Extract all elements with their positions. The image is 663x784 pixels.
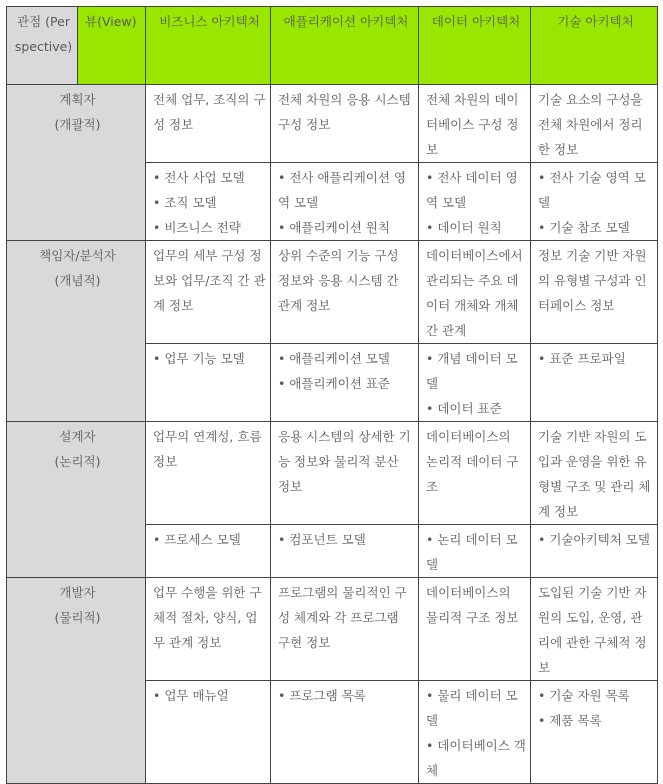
list-item: • 전사 기술 영역 모델 [538, 170, 646, 210]
model-list-cell-technology [531, 163, 658, 241]
perspective-label: 책임자/분석자 [39, 248, 116, 263]
perspective-level: (물리적) [54, 610, 101, 625]
model-list-cell-application [271, 681, 419, 784]
description-cell-data: 데이터베이스의 물리적 구조 정보 [419, 578, 531, 681]
description-cell-data: 데이터베이스에서 관리되는 주요 데이터 개체와 개체 간 관계 [419, 241, 531, 344]
list-item: • 애플리케이션 원칙 [278, 220, 390, 235]
list-item: • 개념 데이터 모델 [426, 351, 518, 391]
model-list-cell-technology [531, 344, 658, 422]
list-item: • 기술 자원 목록 [538, 688, 630, 703]
header-row [7, 7, 658, 85]
list-item: • 전사 데이터 영역 모델 [426, 170, 518, 210]
list-item: • 데이터 원칙 [426, 220, 502, 235]
list-item: • 데이터 표준 [426, 401, 502, 416]
list-item: • 비즈니스 전략 [153, 220, 241, 235]
list-item: • 전사 애플리케이션 영역 모델 [278, 170, 406, 210]
description-cell-data: 전체 차원의 데이터베이스 구성 정보 [419, 85, 531, 163]
description-row [7, 85, 658, 163]
perspective-label: 계획자 [59, 92, 96, 107]
column-header-data: 데이터 아키텍처 [419, 7, 531, 85]
description-cell-technology: 정보 기술 기반 자원의 유형별 구성과 인터페이스 정보 [531, 241, 658, 344]
model-list-cell-technology [531, 681, 658, 784]
list-item: • 물리 데이터 모델 [426, 688, 518, 728]
list-item: • 컴포넌트 모델 [278, 532, 366, 547]
description-row [7, 241, 658, 344]
model-list-cell-data [419, 344, 531, 422]
list-item: • 데이터베이스 객체 [426, 738, 526, 778]
model-list-cell-business [146, 525, 271, 578]
perspective-level: (개괄적) [54, 117, 101, 132]
model-list-cell-business [146, 681, 271, 784]
description-cell-application: 프로그램의 물리적인 구성 체계와 각 프로그램 구현 정보 [271, 578, 419, 681]
description-cell-technology: 기술 요소의 구성을 전체 차원에서 정리한 정보 [531, 85, 658, 163]
enterprise-architecture-matrix [6, 6, 658, 784]
list-item: • 전사 사업 모델 [153, 170, 245, 185]
list-item: • 논리 데이터 모델 [426, 532, 518, 572]
perspective-cell-planner [7, 85, 146, 241]
column-header-business: 비즈니스 아키텍처 [146, 7, 271, 85]
perspective-header: 관점 (Perspective) [7, 7, 78, 85]
model-list-cell-application [271, 163, 419, 241]
list-item: • 프로세스 모델 [153, 532, 241, 547]
list-item: • 표준 프로파일 [538, 351, 626, 366]
description-cell-business: 업무 수행을 위한 구체적 절차, 양식, 업무 관계 정보 [146, 578, 271, 681]
list-item: • 애플리케이션 모델 [278, 351, 390, 366]
description-cell-application: 응용 시스템의 상세한 기능 정보와 물리적 분산 정보 [271, 422, 419, 525]
model-list-cell-technology [531, 525, 658, 578]
model-list-cell-data [419, 525, 531, 578]
description-cell-application: 상위 수준의 기능 구성 정보와 응용 시스템 간 관계 정보 [271, 241, 419, 344]
model-list-cell-business [146, 163, 271, 241]
description-cell-application: 전체 차원의 응용 시스템 구성 정보 [271, 85, 419, 163]
perspective-cell-owner-analyst [7, 241, 146, 422]
description-row [7, 578, 658, 681]
perspective-cell-builder [7, 578, 146, 784]
description-cell-business: 전체 업무, 조직의 구성 정보 [146, 85, 271, 163]
list-item: • 업무 매뉴얼 [153, 688, 229, 703]
description-cell-data: 데이터베이스의 논리적 데이터 구조 [419, 422, 531, 525]
list-item: • 제품 목록 [538, 713, 602, 728]
perspective-label: 설계자 [59, 429, 96, 444]
model-list-cell-data [419, 163, 531, 241]
description-cell-business: 업무의 세부 구성 정보와 업무/조직 간 관계 정보 [146, 241, 271, 344]
list-item: • 기술아키텍처 모델 [538, 532, 650, 547]
description-cell-technology: 도입된 기술 기반 자원의 도입, 운영, 관리에 관한 구체적 정보 [531, 578, 658, 681]
column-header-technology: 기술 아키텍처 [531, 7, 658, 85]
perspective-level: (논리적) [54, 454, 101, 469]
list-item: • 프로그램 목록 [278, 688, 366, 703]
description-cell-business: 업무의 연계성, 흐름 정보 [146, 422, 271, 525]
model-list-cell-application [271, 525, 419, 578]
view-header: 뷰(View) [78, 7, 146, 85]
list-item: • 애플리케이션 표준 [278, 376, 390, 391]
list-item: • 기술 참조 모델 [538, 220, 630, 235]
description-cell-technology: 기술 기반 자원의 도입과 운영을 위한 유형별 구조 및 관리 체계 정보 [531, 422, 658, 525]
model-list-cell-application [271, 344, 419, 422]
model-list-cell-business [146, 344, 271, 422]
perspective-cell-designer [7, 422, 146, 578]
model-list-cell-data [419, 681, 531, 784]
list-item: • 업무 기능 모델 [153, 351, 245, 366]
perspective-label: 개발자 [59, 585, 96, 600]
description-row [7, 422, 658, 525]
column-header-application: 애플리케이션 아키텍처 [271, 7, 419, 85]
list-item: • 조직 모델 [153, 195, 217, 210]
perspective-level: (개념적) [54, 273, 101, 288]
